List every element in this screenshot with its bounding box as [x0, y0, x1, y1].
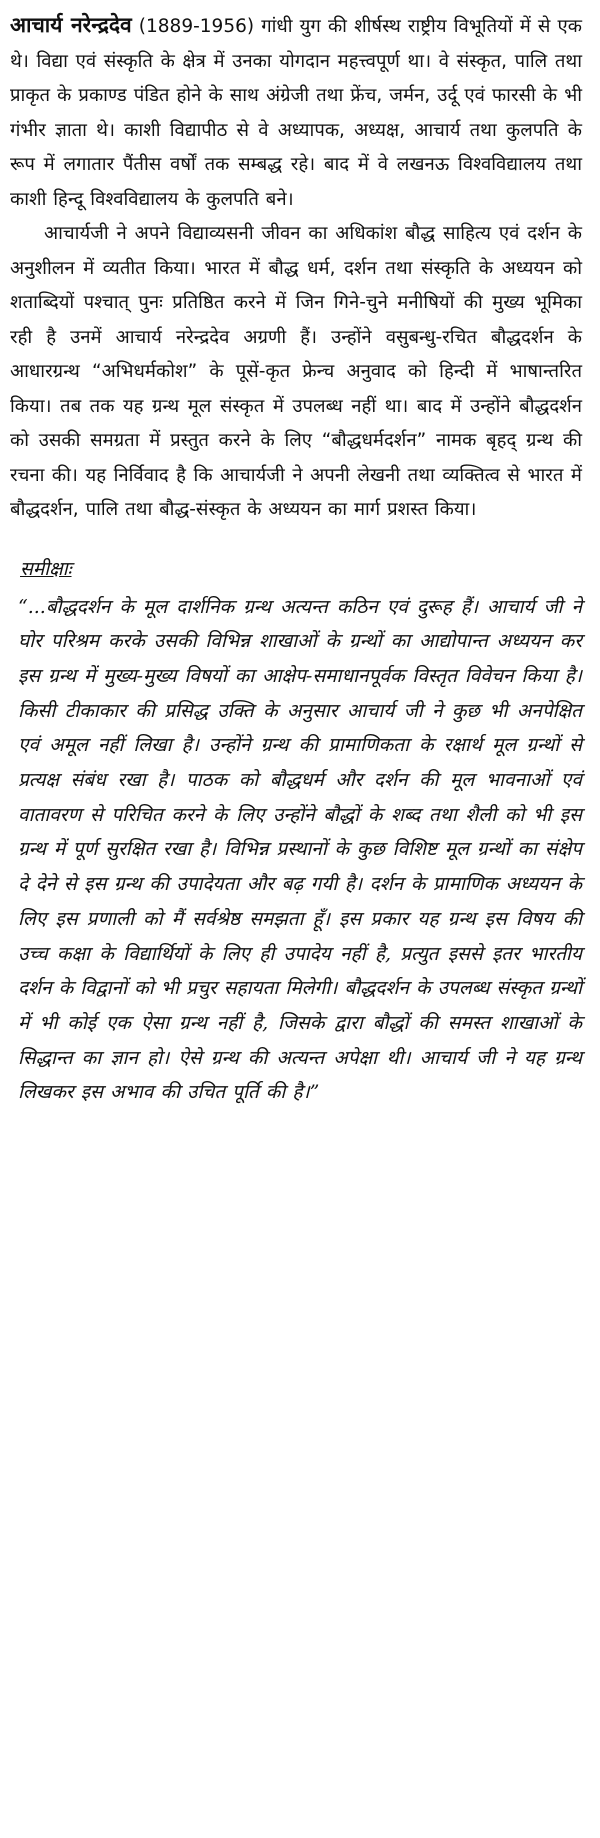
review-quote: “...बौद्धदर्शन के मूल दार्शनिक ग्रन्थ अत्यन्त कठिन एवं दुरूह हैं। आचार्य जी ने घोर परिश्रम करके उसकी विभिन्न शाखाओं के ग्रन्थों का आद्योपान्त अध्ययन कर इस ग्रन्थ में मुख्य-मुख्य विषयों का आक्षेप-समाधानपूर्वक विस्तृत विवेचन किया है। किसी टीकाकार की प्रसिद्ध उक्ति के अनुसार आचार्य जी ने कुछ भी अनपेक्षित एवं अमूल नहीं लिखा है। उन्होंने ग्रन्थ की प्रामाणिकता के रक्षार्थ मूल ग्रन्थों से प्रत्यक्ष संबंध रखा है। पाठक को बौद्धधर्म और दर्शन की मूल भावनाओं एवं वातावरण से परिचित करने के लिए उन्होंने बौद्धों के शब्द तथा शैली को भी इस ग्रन्थ में पूर्ण सुरक्षित रखा है। विभिन्न प्रस्थानों के कुछ विशिष्ट मूल ग्रन्थों का संक्षेप दे देने से इस ग्रन्थ की उपादेयता और बढ़ गयी है। दर्शन के प्रामाणिक अध्ययन के लिए इस प्रणाली को मैं सर्वश्रेष्ठ समझता हूँ। इस प्रकार यह ग्रन्थ इस विषय की उच्च कक्षा के विद्यार्थियों के लिए ही उपादेय नहीं है, प्रत्युत इससे इतर भारतीय दर्शन के विद्वानों को भी प्रचुर सहायता मिलेगी। बौद्धदर्शन के उपलब्ध संस्कृत ग्रन्थों में भी कोई एक ऐसा ग्रन्थ नहीं है, जिसके द्वारा बौद्धों की समस्त शाखाओं के सिद्धान्त का ज्ञान हो। ऐसे ग्रन्थ की अत्यन्त अपेक्षा थी। आचार्य जी ने यह ग्रन्थ लिखकर इस अभाव की उचित पूर्ति की है।”	[18, 595, 582, 1104]
second-paragraph: आचार्यजी ने अपने विद्याव्यसनी जीवन का अधिकांश बौद्ध साहित्य एवं दर्शन के अनुशीलन में व्यतीत किया। भारत में बौद्ध धर्म, दर्शन तथा संस्कृति के अध्ययन को शताब्दियों पश्चात् पुनः प्रतिष्ठित करने में जिन गिने-चुने मनीषियों की मुख्य भूमिका रही है उनमें आचार्य नरेन्द्रदेव अग्रणी हैं। उन्होंने वसुबन्धु-रचित बौद्धदर्शन के आधारग्रन्थ “अभिधर्मकोश” के पूसें-कृत फ्रेन्च अनुवाद को हिन्दी में भाषान्तरित किया। तब तक यह ग्रन्थ मूल संस्कृत में उपलब्ध नहीं था। बाद में उन्होंने बौद्धदर्शन को उसकी समग्रता में प्रस्तुत करने के लिए “बौद्धधर्मदर्शन” नामक बृहद् ग्रन्थ की रचना की। यह निर्विवाद है कि आचार्यजी ने अपनी लेखनी तथा व्यक्तित्व से भारत में बौद्धदर्शन, पालि तथा बौद्ध-संस्कृत के अध्ययन का मार्ग प्रशस्त किया।	[10, 223, 582, 520]
intro-text: (1889-1956) गांधी युग की शीर्षस्थ राष्ट्रीय विभूतियों में से एक थे। विद्या एवं संस्कृति के क्षेत्र में उनका योगदान महत्त्वपूर्ण था। वे संस्कृत, पालि तथा प्राकृत के प्रकाण्ड पंडित होने के साथ अंग्रेजी तथा फ्रेंच, जर्मन, उर्दू एवं फारसी के भी गंभीर ज्ञाता थे। काशी विद्यापीठ से वे अध्यापक, अध्यक्ष, आचार्य तथा कुलपति के रूप में लगातार पैंतीस वर्षों तक सम्बद्ध रहे। बाद में वे लखनऊ विश्वविद्यालय तथा काशी हिन्दू विश्वविद्यालय के कुलपति बने।	[10, 16, 582, 210]
author-name: आचार्य नरेन्द्रदेव	[10, 13, 132, 37]
review-heading: समीक्षाः	[20, 557, 72, 580]
intro-paragraph	[10, 8, 582, 217]
